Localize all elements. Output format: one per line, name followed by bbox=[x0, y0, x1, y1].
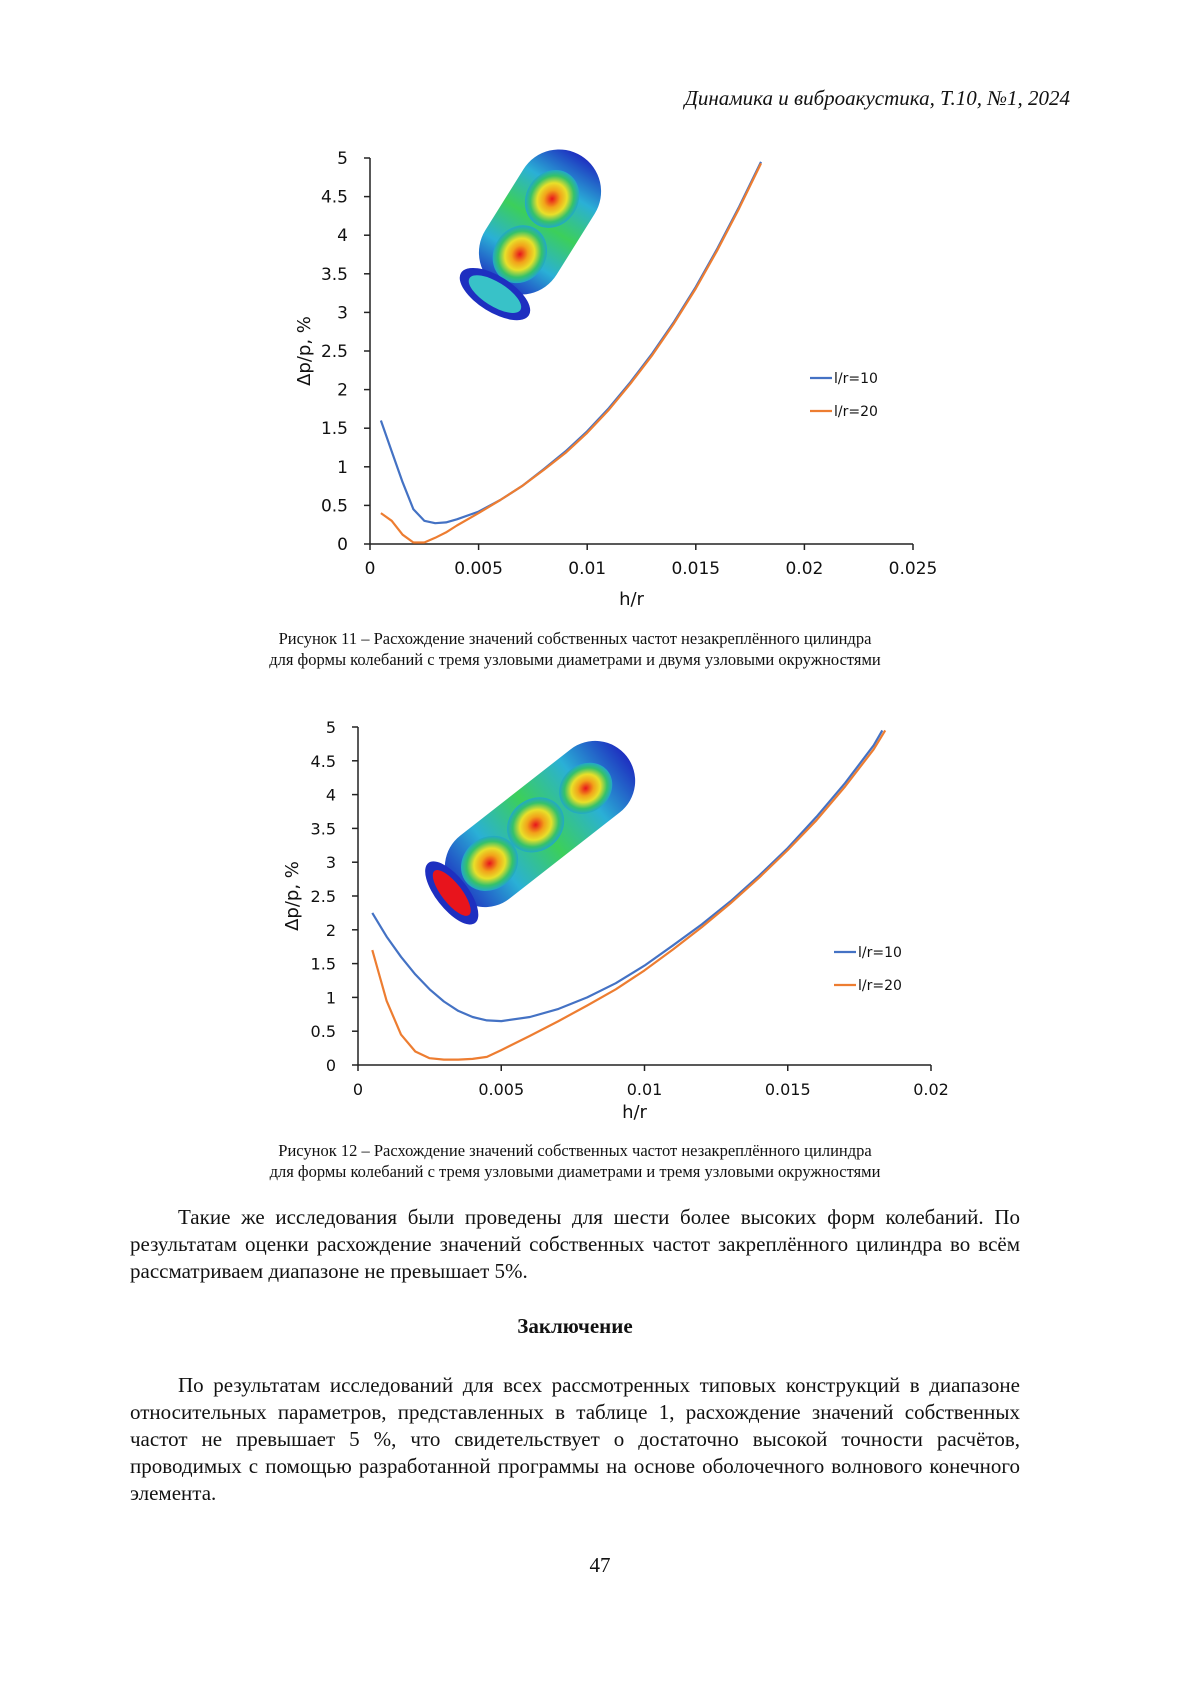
y-tick-label: 1 bbox=[325, 988, 336, 1008]
x-tick-label: 0.005 bbox=[478, 1080, 525, 1099]
legend-label: l/r=10 bbox=[858, 945, 902, 961]
figure-12-caption-line1: Рисунок 12 – Расхождение значений собственных частот незакреплённого цилиндра bbox=[278, 1141, 872, 1160]
y-tick-label: 3 bbox=[337, 303, 348, 324]
journal-header: Динамика и виброакустика, Т.10, №1, 2024 bbox=[684, 86, 1070, 110]
y-tick-label: 0 bbox=[337, 535, 348, 555]
y-tick-label: 3.5 bbox=[310, 819, 336, 839]
y-tick-label: 0.5 bbox=[320, 496, 348, 517]
y-tick-label: 1 bbox=[337, 457, 348, 478]
figure-11-caption-line2: для формы колебаний с тремя узловыми диаметрами и двумя узловыми окружностями bbox=[269, 650, 881, 669]
x-tick-label: 0.005 bbox=[454, 559, 503, 579]
y-tick-label: 0 bbox=[325, 1056, 336, 1075]
x-tick-label: 0.015 bbox=[764, 1080, 811, 1099]
page-number: 47 bbox=[589, 1553, 611, 1577]
y-tick-label: 5 bbox=[325, 718, 336, 737]
x-axis-label: h/r bbox=[619, 589, 644, 610]
x-tick-label: 0.025 bbox=[888, 559, 938, 579]
y-tick-label: 3 bbox=[325, 853, 336, 873]
y-tick-label: 2.5 bbox=[310, 887, 336, 906]
figure-12-caption-line2: для формы колебаний с тремя узловыми диаметрами и тремя узловыми окружностями bbox=[269, 1162, 881, 1181]
y-axis-label: Δp/p, % bbox=[282, 861, 303, 931]
x-tick-label: 0 bbox=[364, 559, 376, 579]
x-tick-label: 0.02 bbox=[913, 1080, 949, 1099]
y-tick-label: 2 bbox=[325, 920, 336, 940]
paragraph-2: По результатам исследований для всех рассмотренных типовых конструкций в диапазоне относительных параметров, представленных в таблице 1, расхождение значений собственных частот не превышает 5 %, что свидетельствует о достаточно высокой точности расчётов, проводимых с помощью разработанной программы на основе оболочечного волнового конечного элемента. bbox=[130, 1373, 1020, 1505]
figure-12-inset-cylinder bbox=[415, 725, 652, 935]
y-tick-label: 3.5 bbox=[320, 264, 348, 285]
legend-label: l/r=10 bbox=[834, 371, 878, 387]
y-tick-label: 1.5 bbox=[310, 954, 336, 974]
paragraph-1: Такие же исследования были проведены для шести более высоких форм колебаний. По результатам оценки расхождение значений собственных частот закреплённого цилиндра во всём рассматриваем диапазоне не превышает 5%. bbox=[130, 1205, 1020, 1283]
x-tick-label: 0.01 bbox=[568, 559, 607, 579]
x-tick-label: 0.02 bbox=[785, 559, 824, 579]
y-tick-label: 5 bbox=[337, 149, 348, 169]
x-tick-label: 0.01 bbox=[626, 1080, 663, 1099]
y-tick-label: 4 bbox=[337, 226, 348, 247]
legend-label: l/r=20 bbox=[834, 404, 878, 420]
figure-12-caption bbox=[130, 1140, 1020, 1182]
legend-label: l/r=20 bbox=[858, 978, 902, 994]
y-tick-label: 2 bbox=[337, 380, 348, 401]
y-axis-label: Δp/p, % bbox=[294, 316, 315, 386]
y-tick-label: 1.5 bbox=[320, 419, 348, 440]
y-tick-label: 2.5 bbox=[320, 342, 348, 362]
x-tick-label: 0 bbox=[352, 1080, 364, 1099]
y-tick-label: 4.5 bbox=[310, 751, 336, 771]
figure-11-caption-line1: Рисунок 11 – Расхождение значений собственных частот незакреплённого цилиндра bbox=[278, 629, 872, 648]
y-tick-label: 4.5 bbox=[320, 187, 348, 208]
x-axis-label: h/r bbox=[622, 1102, 647, 1123]
conclusion-heading: Заключение bbox=[517, 1314, 633, 1338]
x-tick-label: 0.015 bbox=[671, 559, 721, 579]
y-tick-label: 0.5 bbox=[310, 1022, 336, 1042]
y-tick-label: 4 bbox=[325, 785, 336, 805]
